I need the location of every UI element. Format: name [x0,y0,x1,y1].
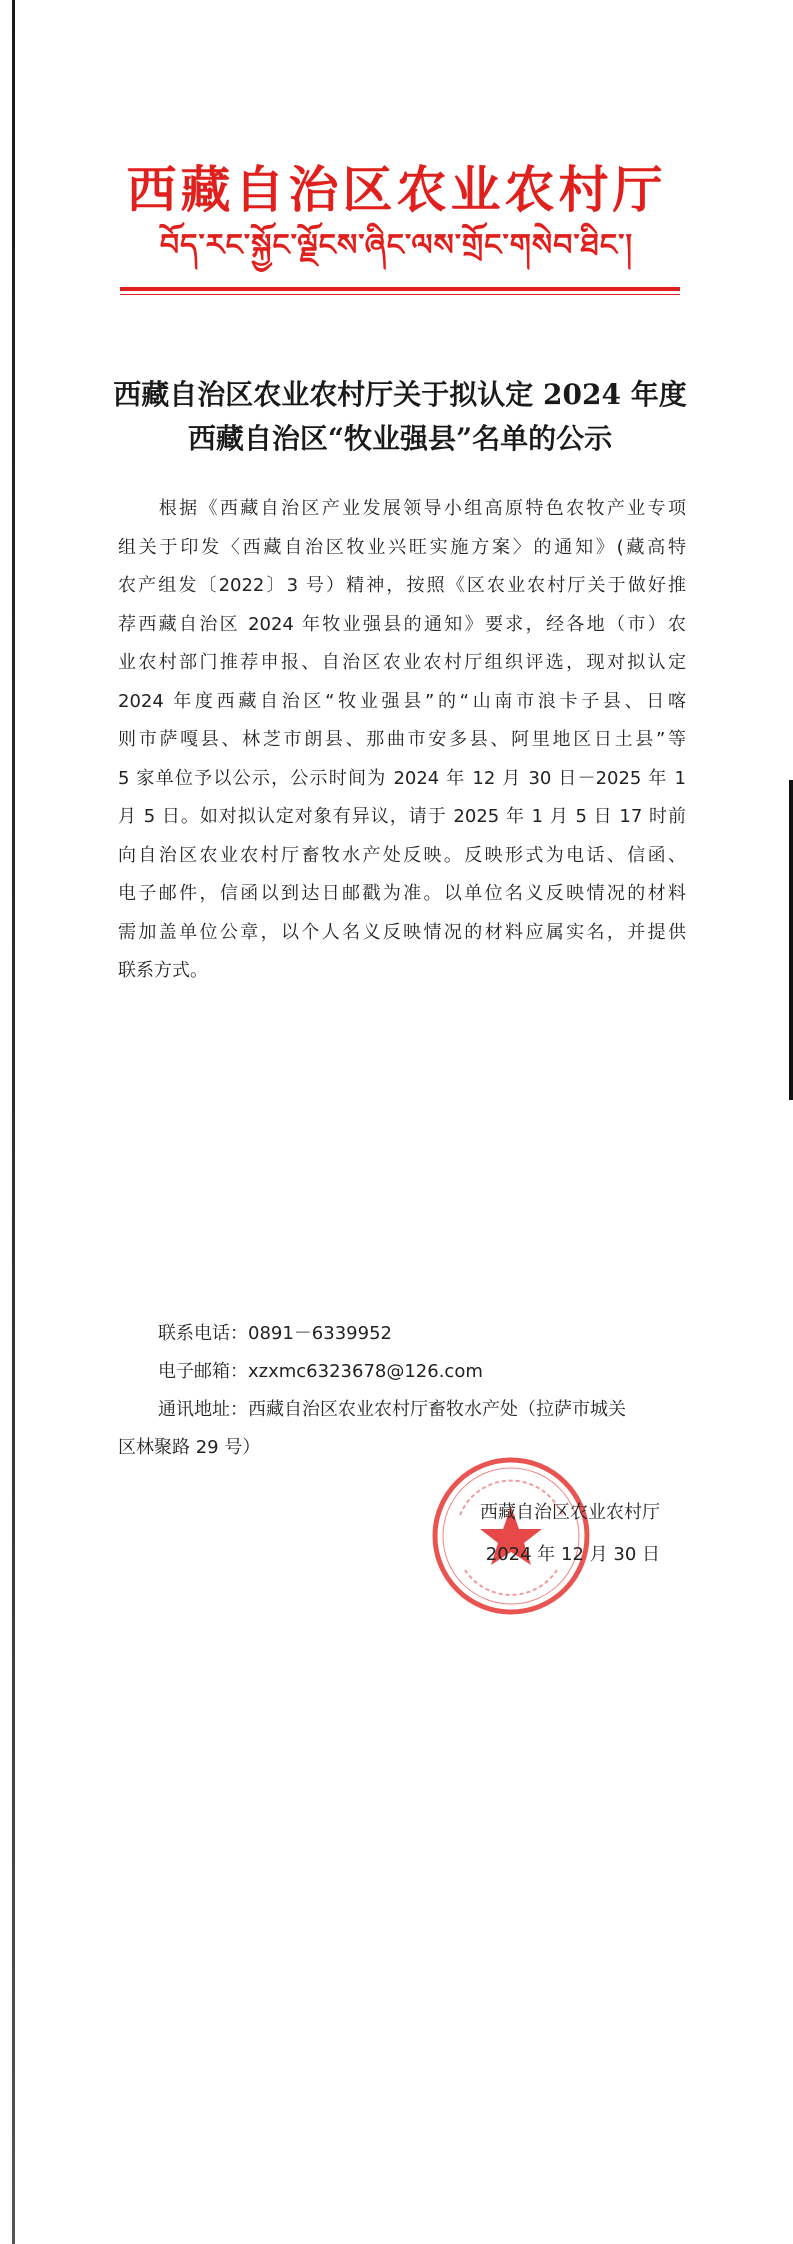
contact-address-cont [118,1429,693,1467]
body-line: 联系方式。 [118,960,208,981]
document-title-line-2: 西藏自治区“牧业强县”名单的公示 [187,422,613,455]
letterhead-org-cn: 西藏自治区农业农村厅 [126,160,667,219]
body-line: 月 5 日。如对拟认定对象有异议，请于 2025 年 1 月 5 日 17 时前 [118,806,686,827]
phone-label: 联系电话： [158,1323,248,1344]
body-line: 向自治区农业农村厅畜牧水产处反映。反映形式为电话、信函、 [118,844,686,866]
body-line: 需加盖单位公章，以个人名义反映情况的材料应属实名，并提供 [118,921,686,943]
contact-address [118,1391,693,1429]
letterhead-rule-thin [120,294,680,295]
scan-edge-right [789,780,793,1100]
body-line: 电子邮件，信函以到达日邮戳为准。以单位名义反映情况的材料 [118,883,686,904]
scan-edge-left [12,0,15,2244]
body-line: 农产组发〔2022〕3 号）精神，按照《区农业农村厅关于做好推 [118,575,686,596]
phone-value: 0891－6339952 [248,1323,392,1344]
body-line: 根据《西藏自治区产业发展领导小组高原特色农牧产业专项 [118,498,686,519]
body-line: 荐西藏自治区 2024 年牧业强县的通知》要求，经各地（市）农 [118,613,686,635]
body-line: 组关于印发〈西藏自治区牧业兴旺实施方案〉的通知》(藏高特 [118,536,686,558]
contact-email [118,1353,693,1391]
document-title-line-1: 西藏自治区农业农村厅关于拟认定 2024 年度 [113,378,687,411]
signature-org: 西藏自治区农业农村厅 [480,1502,660,1523]
contact-phone [118,1315,693,1353]
body-line: 5 家单位予以公示，公示时间为 2024 年 12 月 30 日－2025 年 1 [118,767,686,789]
email-label: 电子邮箱： [158,1361,248,1382]
letterhead-rule-thick [120,287,680,291]
body-line: 业农村部门推荐申报、自治区农业农村厅组织评选，现对拟认定 [118,652,686,673]
signature-date: 2024 年 12 月 30 日 [485,1544,660,1565]
body-line: 则市萨嘎县、林芝市朗县、那曲市安多县、阿里地区日土县”等 [118,729,686,750]
document-body [118,490,686,991]
email-value: xzxmc6323678@126.com [248,1361,483,1382]
signature-block [400,1492,660,1576]
body-line: 2024 年度西藏自治区“牧业强县”的“山南市浪卡子县、日喀 [118,690,686,712]
document-title [100,373,700,461]
address-value-line-1: 西藏自治区农业农村厅畜牧水产处（拉萨市城关 [248,1399,626,1420]
address-value-line-2: 区林聚路 29 号） [118,1437,261,1458]
address-label: 通讯地址： [158,1399,248,1420]
contact-block [118,1315,693,1467]
letterhead-org-tibetan: བོད་རང་སྐྱོང་ལྗོངས་ཞིང་ལས་གྲོང་གསེབ་ཐིང་། [159,228,634,263]
